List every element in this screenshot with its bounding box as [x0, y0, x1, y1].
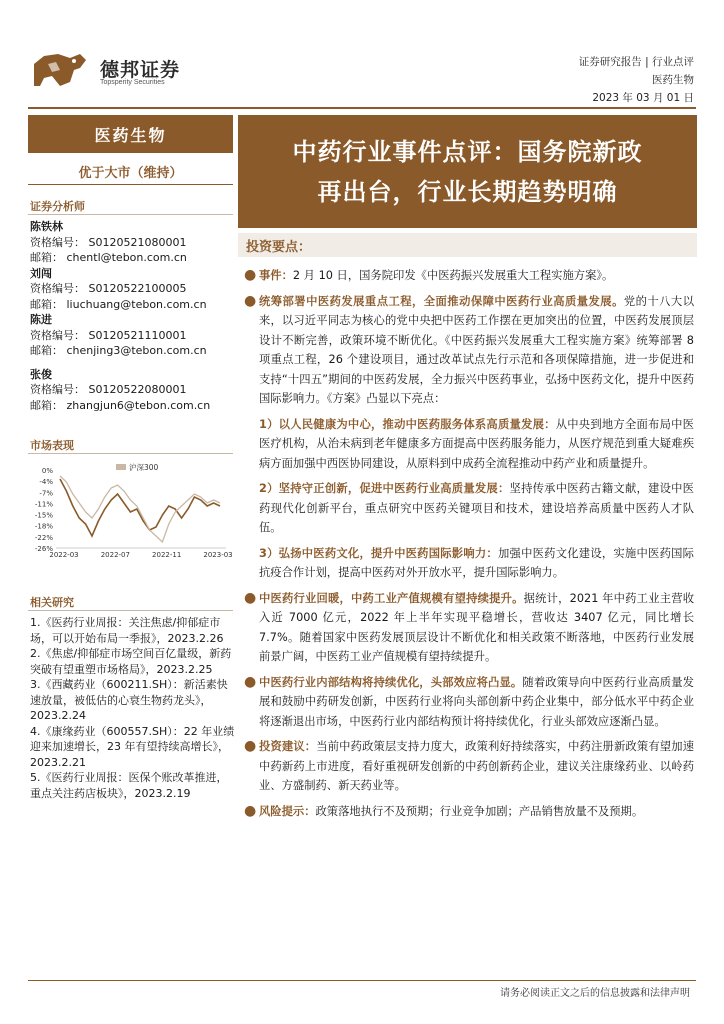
market-divider	[28, 453, 233, 454]
y-tick-label: -11%	[34, 500, 53, 509]
analyst-cert: 资格编号： S0120522080001	[30, 383, 187, 396]
para-text: 2 月 10 日，国务院印发《中医药振兴发展重大工程实施方案》。	[292, 269, 614, 282]
sub-label: 弘扬中医药文化，提升中医药国际影响力：	[278, 546, 498, 560]
related-item[interactable]: 1.《医药行业周报：关注焦虑/抑郁症市场，可以开始布局一季报》，2023.2.26	[30, 616, 224, 645]
related-item[interactable]: 5.《医药行业周报：医保个账改革推进，重点关注药店板块》，2023.2.19	[30, 771, 228, 800]
sub-label: 以人民健康为中心，推动中医药服务体系高质量发展：	[278, 417, 556, 431]
para-text: 政策落地执行不及预期；行业竞争加剧；产品销售放量不及预期。	[315, 804, 644, 818]
paragraph-event	[244, 266, 694, 286]
header-meta	[579, 53, 694, 107]
y-tick-label: -26%	[34, 545, 53, 553]
sub-text: 加强中医药文化建设，实施中医药国际抗疫合作计划，提高中医药对外开放水平，提升国际影响力。	[259, 546, 694, 579]
sub-number: 1）	[259, 417, 279, 431]
para-label: 事件：	[259, 269, 293, 282]
y-tick-label: -22%	[34, 533, 53, 542]
title-line-1: 中药行业事件点评：国务院新政	[292, 137, 643, 166]
paragraph-structure	[244, 673, 694, 732]
related-list	[30, 615, 235, 801]
footer-divider	[28, 980, 696, 981]
analyst-name: 张俊	[30, 367, 52, 381]
legend-label: 沪深300	[129, 463, 159, 472]
report-title	[238, 115, 697, 228]
bullet-icon: ●	[244, 738, 257, 754]
sub-point-3	[244, 544, 694, 583]
analyst-cert: 资格编号： S0120521080001	[30, 235, 187, 249]
sub-point-1	[244, 415, 694, 474]
x-tick-label: 2022-07	[100, 551, 130, 559]
analyst-email[interactable]: 邮箱： liuchuang@tebon.com.cn	[30, 297, 207, 311]
sub-label: 坚持守正创新，促进中医药行业高质量发展：	[278, 482, 510, 495]
report-date: 2023 年 03 月 01 日	[592, 92, 694, 104]
y-tick-label: -15%	[34, 511, 53, 520]
bullet-icon: ●	[244, 589, 257, 606]
paragraph-investment	[244, 737, 694, 796]
y-tick-label: 0%	[41, 467, 53, 475]
para-text: 党的十八大以来，以习近平同志为核心的党中央把中医药工作摆在更加突出的位置，中医药发展顶层设计不断完善，政策环境不断优化。《中医药振兴发展重大工程实施方案》统筹部署 8 项重点工程，26 个建设项目，通过改革试点先行示范和各项保障措施，进一步促进和支持“十四五”期间的中医药发展，全力振兴中医药事业，弘扬中医药文化，提升中医药国际影响力。《方案》凸显以下亮点：	[259, 294, 694, 405]
title-line-2: 再出台，行业长期趋势明确	[317, 177, 618, 206]
y-tick-label: -18%	[34, 522, 53, 531]
footer-disclaimer[interactable]: 请务必阅读正文之后的信息披露和法律声明	[500, 988, 690, 999]
bullet-icon: ●	[244, 292, 257, 309]
key-points-title: 投资要点：	[246, 240, 312, 255]
legend-swatch	[116, 464, 126, 470]
related-divider	[28, 610, 233, 611]
analyst-email[interactable]: 邮箱： chenjing3@tebon.com.cn	[30, 344, 207, 357]
main-content	[244, 266, 694, 827]
rating-label: 优于大市（维持）	[78, 166, 183, 181]
related-item[interactable]: 4.《康缘药业（600557.SH）：22 年业绩迎来加速增长，23 年有望持续高增长》，2023.2.21	[30, 724, 235, 769]
header-divider	[28, 107, 696, 109]
x-tick-label: 2022-11	[152, 551, 182, 559]
bullet-icon: ●	[244, 673, 257, 690]
analyst-email[interactable]: 邮箱： zhangjun6@tebon.com.cn	[30, 398, 211, 412]
analyst-list	[30, 219, 235, 413]
para-label: 中医药行业内部结构将持续优化，头部效应将凸显。	[259, 675, 523, 689]
analyst-cert: 资格编号： S0120522100005	[30, 282, 187, 295]
analyst-name: 刘闯	[30, 266, 52, 280]
para-text: 据统计，2021 年中药工业主营收入近 7000 亿元，2022 年上半年实现平稳增长，营收达 3407 亿元，同比增长 7.7%。随着国家中医药发展顶层设计不断优化和相关政策不断落地，中医药行业发展前景广阔，中医药工业产值规模有望持续提升。	[259, 591, 694, 663]
market-chart	[28, 460, 233, 560]
paragraph-deployment	[244, 292, 694, 409]
paragraph-recovery	[244, 589, 694, 667]
sub-text: 坚持传承中医药古籍文献，建设中医药现代化创新平台，重点研究中医药关键项目和技术，建设培养高质量中医药人才队伍。	[259, 482, 694, 534]
para-label: 统筹部署中医药发展重点工程，全面推动保障中医药行业高质量发展。	[259, 294, 624, 308]
company-logo-icon	[30, 50, 90, 90]
logo-chinese-name: 德邦证券	[100, 59, 181, 81]
sub-point-2	[244, 479, 694, 538]
related-item[interactable]: 3.《西藏药业（600211.SH）：新活素快速放量，被低估的心衰生物药龙头》，2023.2.24	[30, 678, 228, 722]
analysts-divider	[28, 214, 233, 215]
related-item[interactable]: 2.《焦虑/抑郁症市场空间百亿量级，新药突破有望重塑市场格局》，2023.2.25	[30, 647, 232, 676]
para-label: 中医药行业回暖，中药工业产值规模有望持续提升。	[259, 591, 524, 605]
para-text: 当前中药政策层支持力度大，政策利好持续落实，中药注册新政策有望加速中药新药上市进度，看好重视研发创新的中药创新药企业，建议关注康缘药业、以岭药业、方盛制药、新天药业等。	[259, 740, 694, 792]
paragraph-risk	[244, 802, 694, 822]
analysts-title: 证券分析师	[30, 200, 85, 213]
series-line-index	[60, 476, 220, 542]
sub-number: 2）	[259, 482, 279, 495]
related-title: 相关研究	[30, 596, 74, 609]
rating-divider	[28, 184, 233, 185]
market-title: 市场表现	[30, 439, 74, 452]
sector-label: 医药生物	[28, 115, 233, 153]
x-tick-label: 2022-03	[49, 551, 79, 559]
header-sector: 医药生物	[652, 74, 694, 86]
x-tick-label: 2023-03	[203, 551, 233, 559]
report-type: 证券研究报告 | 行业点评	[578, 56, 694, 68]
para-label: 风险提示：	[259, 804, 316, 818]
para-text: 随着政策导向中医药行业高质量发展和鼓励中药研发创新，中医药行业将向头部创新中药企业集中，部分低水平中药企业将逐渐退出市场，中医药行业内部结构预计将持续优化，行业头部效应逐渐凸显。	[259, 675, 694, 728]
logo-english-name: Topsperity Securities	[100, 79, 165, 86]
y-tick-label: -7%	[39, 489, 53, 498]
bullet-icon: ●	[244, 802, 257, 819]
y-tick-label: -4%	[39, 478, 53, 487]
sub-text: 从中央到地方全面布局中医医疗机构，从治未病到老年健康多方面提高中医药服务能力，从医疗规范到重大疑难疾病方面加强中西医协同建设，从原料到中成药全流程推动中药产业和质量提升。	[259, 417, 694, 470]
analyst-cert: 资格编号： S0120521110001	[30, 328, 187, 342]
para-label: 投资建议：	[259, 740, 317, 753]
analyst-name: 陈铁林	[30, 220, 63, 233]
series-line-sector	[60, 479, 220, 536]
analyst-name: 陈进	[30, 313, 52, 326]
bullet-icon: ●	[244, 267, 257, 283]
analyst-email[interactable]: 邮箱： chentl@tebon.com.cn	[30, 251, 187, 264]
sub-number: 3）	[259, 546, 279, 560]
